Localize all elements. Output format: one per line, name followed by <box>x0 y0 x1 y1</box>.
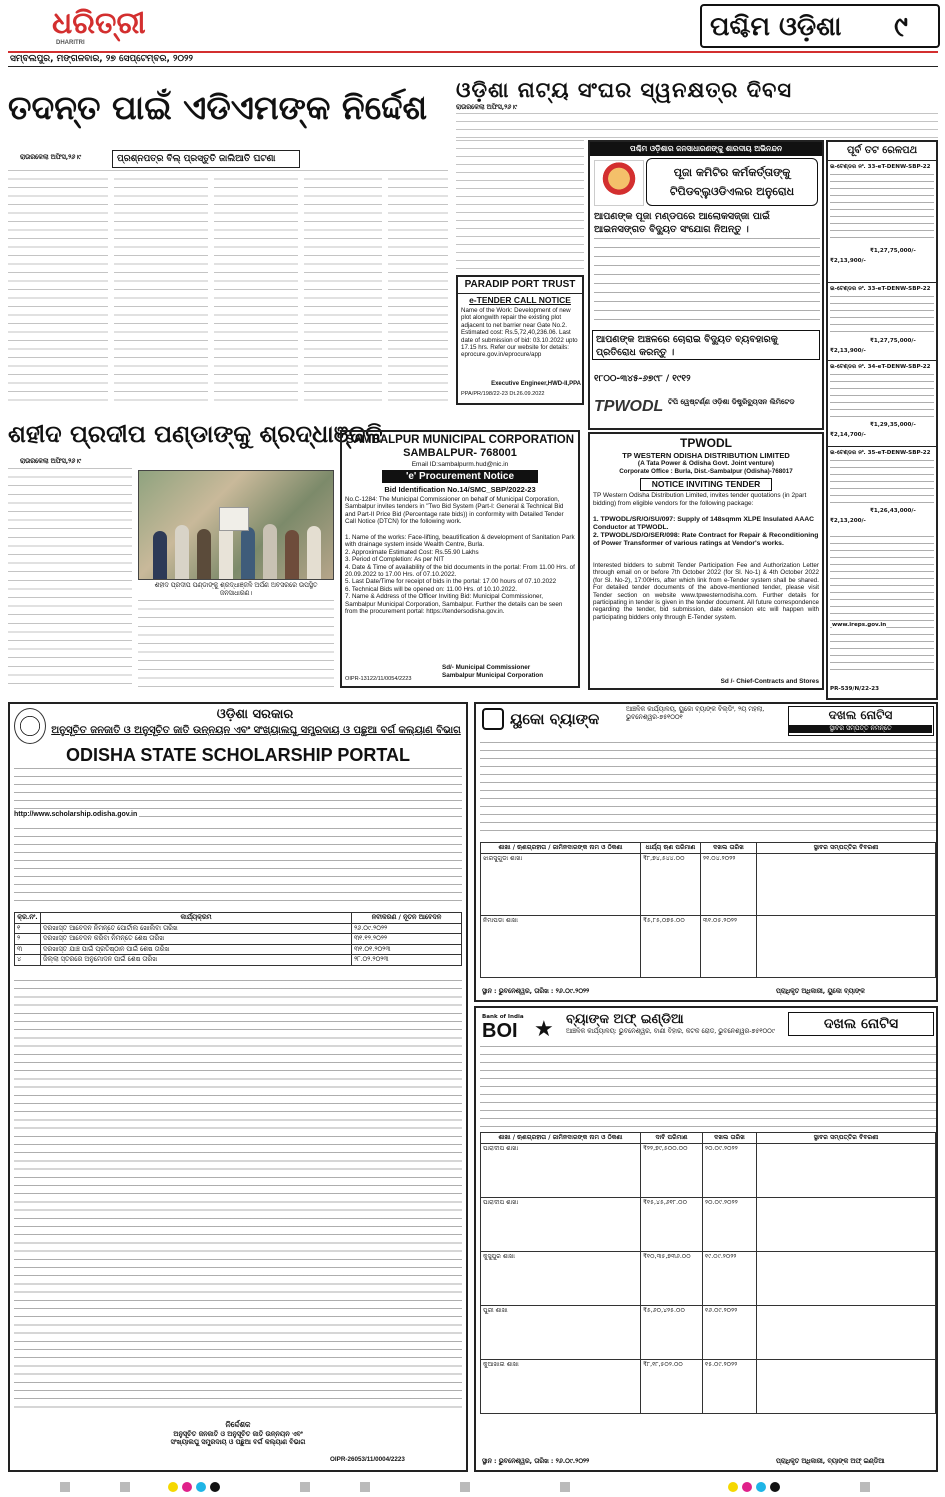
main-subhead: ପ୍ରଶ୍ନପତ୍ର ବିଲ୍ ପ୍ରସ୍ତୁତି ଜାଲିଆତି ଘଟଣା <box>117 154 276 164</box>
railway-tender-block-2 <box>830 286 934 356</box>
table-header: ନବୀକରଣ / ନୂତନ ଆବେଦନ <box>352 913 462 924</box>
table-cell: ୨୦.୦୯.୨୦୨୨ <box>703 1143 757 1197</box>
tpwodl-tender-body: Interested bidders to submit Tender Participation Fee and Authorization Letter through email on or before 7th October 2022 (for Sl. No-1) & 4th October 2022 (for Sl. No-2), 17:00Hrs, after which link from e-Tender system shall be shared. For detailed tender documents of the above-mentioned tender, please visit Tender section on website www.tpwesternodisha.com. Further details for participating in tender is given in the tender document. All future correspondence regarding the tender, bid submission, date extension etc will happen with participating bidders only through E-Tender system. <box>593 562 819 621</box>
dateline: ସମ୍ବଲପୁର, ମଙ୍ଗଳବାର, ୨୭ ସେପ୍ଟେମ୍ବର, ୨୦୨୨ <box>10 54 194 64</box>
tpwodl-logo: TPWODL <box>594 398 664 415</box>
boi-table <box>480 1132 936 1414</box>
table-header: ସ୍ଥାବର ସମ୍ପତ୍ତିର ବିବରଣୀ <box>757 843 936 854</box>
railway-ref: PR-539/N/22-23 <box>830 686 880 692</box>
smc-item: 5. Last Date/Time for receipt of bids in the portal: 17.00 hours of 07.10.2022 <box>345 578 557 586</box>
table-row <box>481 915 936 977</box>
boi-notice: ଦଖଲ ନୋଟିସ <box>788 1012 934 1036</box>
table-cell: ୩୧.୦୫.୨୦୨୨ <box>701 915 757 977</box>
uco-table <box>480 842 936 978</box>
masthead <box>0 0 945 66</box>
natya-dateline: ରାଉରକେଲା ଅଫିସ,୨୬।୯ <box>456 104 518 111</box>
scholarship-dept: ଅନୁସୂଚିତ ଜନଜାତି ଓ ଅନୁସୂଚିତ ଜାତି ଉନ୍ନୟନ ଏବଂ ସଂଖ୍ୟାଲଘୁ ସମ୍ପ୍ରଦାୟ ଓ ପଛୁଆ ବର୍ଗ କଲ୍ୟାଣ ବିଭାଗ <box>51 725 461 736</box>
smc-item: 2. Approximate Estimated Cost: Rs.55.90 Lakhs <box>345 548 479 556</box>
registration-dot-black <box>210 1482 220 1492</box>
table-cell: ନିମାପଡା ଶାଖା <box>481 915 641 977</box>
puja-body1 <box>594 238 820 326</box>
tpwodl-tender-items <box>593 516 819 548</box>
paradip-title: PARADIP PORT TRUST <box>464 279 576 290</box>
railway-body2 <box>830 296 934 336</box>
main-story <box>8 150 448 405</box>
tpwodl-tender-office: Corporate Office : Burla, Dist.-Sambalpur (Odisha)-768017 <box>619 468 793 475</box>
table-cell: ଦରଖାସ୍ତ ଆବେଦନ ନିମନ୍ତେ ପୋର୍ଟାଲ ଖୋଲିବା ତାରିଖ <box>41 923 352 934</box>
table-header: ଶାଖା / ଋଣଗ୍ରହୀତା / ଜାମିନଦାରଙ୍କ ନାମ ଓ ଠିକଣା <box>481 843 641 854</box>
table-cell: ୧୬.୦୯.୨୦୨୨ <box>703 1305 757 1359</box>
table-cell: ₹୮,୭୪,୫୪୪.୦୦ <box>641 853 701 915</box>
main-headline: ତଦନ୍ତ ପାଇଁ ଏଡିଏମଙ୍କ ନିର୍ଦ୍ଦେଶ <box>8 88 428 127</box>
table-cell: ୨୧.୦୪.୨୦୨୨ <box>701 853 757 915</box>
table-cell: ପୁରୀ ଶାଖା <box>481 1305 641 1359</box>
table-header: ଦଖଲ ତାରିଖ <box>703 1133 757 1144</box>
puja-toll-free: ୧୮୦୦-୩୪୫-୬୭୯୮ / ୧୯୧୨ <box>594 374 691 384</box>
scholarship-footer-dept: ଅନୁସୂଚିତ ଜନଜାତି ଓ ଅନୁସୂଚିତ ଜାତି ଉନ୍ନୟନ ଏବଂ ସଂଖ୍ୟାଲଘୁ ସମ୍ପ୍ରଦାୟ ଓ ପଛୁଆ ବର୍ଗ କଲ୍ୟାଣ ବିଭାଗ <box>170 1430 306 1447</box>
table-cell <box>757 853 936 915</box>
railway-cost2: ₹1,27,75,000/- <box>870 338 916 344</box>
table-cell: ଜିଲ୍ଲା ସ୍ତରରେ ଅନୁମୋଦନ ପାଇଁ ଶେଷ ତାରିଖ <box>41 955 352 966</box>
table-cell: ₹୮,୧୮,୫୦୨.୦୦ <box>641 1359 703 1413</box>
railway-general-terms <box>830 536 934 676</box>
uco-bank-ad <box>474 702 938 1002</box>
railway-tender-block <box>830 164 934 284</box>
table-cell: ୧ <box>15 923 41 934</box>
table-row <box>481 1359 936 1413</box>
uco-logo-icon <box>482 708 504 730</box>
table-cell: ୨ <box>15 934 41 945</box>
puja-helpline <box>594 364 820 394</box>
table-header: କାର୍ଯ୍ୟକ୍ରମ <box>41 913 352 924</box>
table-cell: ୩୧.୦୧.୨୦୨୩ <box>352 944 462 955</box>
registration-dot-yellow <box>168 1482 178 1492</box>
scholarship-ref: OIPR-26053/11/0004/2223 <box>330 1456 405 1463</box>
table-row <box>15 944 462 955</box>
smc-items <box>345 534 575 615</box>
railway-tender3: ଇ-ଟେଣ୍ଡର ନଂ. 34-eT-DENW-SBP-22 <box>830 364 931 370</box>
paradip-notice-title: e-TENDER CALL NOTICE <box>469 295 571 305</box>
table-header: ଦାବି ପରିମାଣ <box>641 1133 703 1144</box>
boi-star-icon: ★ <box>534 1017 554 1042</box>
railway-body1 <box>830 174 934 244</box>
section-title: ପଶ୍ଚିମ ଓଡ଼ିଶା <box>710 12 842 42</box>
railway-emd1: ₹2,13,900/- <box>830 258 866 264</box>
paradip-sign: Executive Engineer,HWD-II,PPA <box>491 381 581 387</box>
table-cell: ପାରାଦୀପ ଶାଖା <box>481 1197 641 1251</box>
table-cell: ୧୯.୦୯.୨୦୨୨ <box>703 1251 757 1305</box>
table-cell <box>757 1359 936 1413</box>
tpwodl-tender-ad <box>588 432 824 690</box>
uco-notice: ଦଖଲ ନୋଟିସ <box>828 708 893 722</box>
smc-ad <box>340 430 580 688</box>
table-cell: ୩୧.୧୨.୨୦୨୨ <box>352 934 462 945</box>
table-cell: ଝାରସୁଗୁଡା ଶାଖା <box>481 853 641 915</box>
table-row <box>481 1197 936 1251</box>
scholarship-body-3 <box>14 980 462 1410</box>
smc-item: 6. Technical Bids will be opened on: 11.00 Hrs. of 10.10.2022. <box>345 585 517 593</box>
boi-ad <box>474 1006 938 1472</box>
table-row <box>15 923 462 934</box>
boi-body <box>480 1046 936 1128</box>
registration-dot-magenta <box>182 1482 192 1492</box>
table-cell: ₹୨୨,୭୯,୫୦୦.୦୦ <box>641 1143 703 1197</box>
table-cell: ୨୦.୦୯.୨୦୨୨ <box>703 1197 757 1251</box>
tpwodl-tender-logo: TPWODL <box>680 436 732 450</box>
railway-body3 <box>830 374 934 420</box>
tribute-body-left <box>8 468 132 688</box>
smc-ref: OIPR-13122/11/0054/2223 <box>345 676 412 682</box>
main-dateline: ରାଉରକେଲା ଅଫିସ,୨୬।୯ <box>20 154 82 161</box>
smc-sign1: Sd/- Municipal Commissioner <box>442 664 531 671</box>
registration-dot-cyan <box>196 1482 206 1492</box>
natya-story <box>456 104 938 140</box>
railway-tender-block-4 <box>830 450 934 530</box>
natya-body <box>456 113 938 141</box>
dharitri-logo <box>52 6 172 48</box>
odisha-emblem-icon <box>14 708 46 744</box>
table-cell: କୁଆଖାଇ ଶାଖା <box>481 1359 641 1413</box>
table-cell: ₹୫,୬୦,୪୨୫.୦୦ <box>641 1305 703 1359</box>
table-cell: ୨୮.୦୨.୨୦୨୩ <box>352 955 462 966</box>
smc-email: Email ID:sambalpurm.hud@nic.in <box>411 461 509 468</box>
scholarship-schedule-table <box>14 912 462 966</box>
table-header: କ୍ର.ନଂ. <box>15 913 41 924</box>
smc-sign2: Sambalpur Municipal Corporation <box>442 672 544 679</box>
tpwodl-tender-subtitle: (A Tata Power & Odisha Govt. Joint venture) <box>637 460 775 467</box>
uco-brand: ୟୁକୋ ବ୍ୟାଙ୍କ <box>510 710 600 728</box>
puja-title-box <box>646 158 818 206</box>
puja-footer: ଟିପି ୱେଷ୍ଟର୍ଣ୍ଣ ଓଡ଼ିଶା ଡିଷ୍ଟ୍ରିବ୍ୟୁସନ ଲିମିଟେଡ <box>668 398 795 406</box>
table-cell: ଦରଖାସ୍ତ ଆବେଦନ କରିବା ନିମନ୍ତେ ଶେଷ ତାରିଖ <box>41 934 352 945</box>
table-row <box>481 853 936 915</box>
uco-address: ଆଞ୍ଚଳିକ କାର୍ଯ୍ୟାଳୟ, ୟୁକୋ ବ୍ୟାଙ୍କ ବିଲ୍ଡିଂ, ୨ୟ ମହଲା, ଭୁବନେଶ୍ୱର-୭୫୧୦୦୧ <box>626 706 765 722</box>
table-row <box>481 1143 936 1197</box>
section-title-box <box>700 4 940 48</box>
table-row <box>481 1305 936 1359</box>
logo-text: ଧରିତ୍ରୀ <box>52 6 146 41</box>
smc-title: SAMBALPUR MUNICIPAL CORPORATION <box>345 434 575 446</box>
smc-bid-id: Bid Identification No.14/SMC_SBP/2022-23 <box>384 485 536 494</box>
scholarship-portal: ODISHA STATE SCHOLARSHIP PORTAL <box>65 745 410 765</box>
tpwodl-tender-sign: Sd /- Chief-Contracts and Stores <box>720 678 819 685</box>
table-cell: କୁସୁପୁର ଶାଖା <box>481 1251 641 1305</box>
table-cell: ପାରାଦୀପ ଶାଖା <box>481 1143 641 1197</box>
railway-header: ପୂର୍ବ ତଟ ରେଳପଥ <box>846 145 918 156</box>
puja-line2: ଆପଣଙ୍କ ଅଞ୍ଚଳରେ ଚୋରାଇ ବିଦ୍ୟୁତ ବ୍ୟବହାରକୁ ପ୍ରତିରୋଧ କରନ୍ତୁ । <box>596 334 778 358</box>
uco-place: ସ୍ଥାନ : ଭୁବନେଶ୍ୱର, ତାରିଖ : ୨୬.୦୯.୨୦୨୨ <box>482 988 590 995</box>
puja-ad <box>588 140 824 430</box>
table-cell: ₹୫,୮୫,୦୭୫.୦୦ <box>641 915 701 977</box>
natya-col-left <box>456 140 584 270</box>
boi-logo-en: Bank of India <box>482 1014 524 1020</box>
paradip-ref: PPA/PR/198/22-23 Dt.26.09.2022 <box>461 391 545 397</box>
table-cell: ୧୫.୦୯.୨୦୨୨ <box>703 1359 757 1413</box>
smc-item: 3. Period of Completion: As per NIT <box>345 556 445 564</box>
scholarship-director: ନିର୍ଦ୍ଦେଶକ <box>225 1420 251 1429</box>
table-row <box>15 934 462 945</box>
railway-cost3: ₹1,29,35,000/- <box>870 422 916 428</box>
railway-tender-block-3 <box>830 364 934 444</box>
table-row <box>481 1251 936 1305</box>
railway-website[interactable]: www.ireps.gov.in <box>832 622 887 628</box>
boi-place: ସ୍ଥାନ : ଭୁବନେଶ୍ୱର, ତାରିଖ : ୨୬.୦୯.୨୦୨୨ <box>482 1458 590 1465</box>
table-cell: ₹୧୦,୩୫,୭୩୬.୦୦ <box>641 1251 703 1305</box>
table-cell <box>757 1305 936 1359</box>
railway-ad <box>826 140 938 700</box>
puja-title: ପୂଜା କମିଟିର କର୍ମକର୍ତ୍ତାଙ୍କୁ ଟିପିଡବ୍ଲୁଓଡିଏଲର ଅନୁରୋଧ <box>669 166 795 198</box>
tribute-photo-caption: ଶହୀଦ ପ୍ରଦୀପ ପଣ୍ଡାଙ୍କୁ ଶ୍ରଦ୍ଧାଞ୍ଜଳି ଅର୍ପଣ ଅବସରରେ ଉପସ୍ଥିତ ଜନସାଧାରଣ। <box>154 582 318 598</box>
railway-emd3: ₹2,14,700/- <box>830 432 866 438</box>
table-cell: ₹୧୫,୪୫,୬୧୮.୦୦ <box>641 1197 703 1251</box>
table-cell <box>757 1251 936 1305</box>
smc-intro: No.C-1284: The Municipal Commissioner on behalf of Municipal Corporation, Sambalpur invites tenders in "Two Bid System (Part-I: General & Technical Bid and Part-II Price Bid (Percentage rate bids)) in conformity with Detailed Tender Call Notice (DTCN) for the following work. <box>345 496 564 526</box>
table-cell <box>757 1197 936 1251</box>
natya-headline: ଓଡ଼ିଶା ନାଟ୍ୟ ସଂଘର ସ୍ୱନକ୍ଷତ୍ର ଦିବସ <box>456 78 793 102</box>
puja-line1: ଆପଣଙ୍କ ପୂଜା ମଣ୍ଡପରେ ଆଲୋକସଜ୍ଜା ପାଇଁ ଆଇନସଙ୍ଗତ ବିଦ୍ୟୁତ ସଂଯୋଗ ନିଅନ୍ତୁ । <box>594 211 770 235</box>
tribute-photo <box>138 470 334 580</box>
railway-emd2: ₹2,13,900/- <box>830 348 866 354</box>
uco-notice-box <box>788 706 934 736</box>
scholarship-body-2 <box>14 828 462 908</box>
scholarship-website[interactable]: http://www.scholarship.odisha.gov.in <box>14 811 138 818</box>
table-cell: ୨୬.୦୯.୨୦୨୨ <box>352 923 462 934</box>
boi-logo: BOI <box>482 1020 518 1042</box>
smc-notice-title: 'e' Procurement Notice <box>382 470 538 483</box>
table-header: ଶାଖା / ଋଣଗ୍ରହୀତା / ଜାମିନଦାରଙ୍କ ନାମ ଓ ଠିକଣା <box>481 1133 641 1144</box>
table-cell <box>757 1143 936 1197</box>
railway-emd4: ₹2,13,200/- <box>830 518 866 524</box>
table-cell: ୪ <box>15 955 41 966</box>
main-subhead-box <box>112 150 300 168</box>
scholarship-ad <box>8 702 468 1472</box>
tpwodl-item: 2. TPWODL/SD/O/SER/098: Rate Contract for Repair & Reconditioning of Power Transformer of various ratings at Vendor's works. <box>593 532 819 547</box>
tribute-dateline: ରାଉରକେଲା ଅଫିସ,୨୬।୯ <box>20 458 82 465</box>
puja-banner: ପଶ୍ଚିମ ଓଡ଼ିଶାର ଜନସାଧାରଣଙ୍କୁ ଶାରଦୀୟ ଅଭିନନ୍ଦନ <box>590 142 822 156</box>
tribute-body-right <box>138 600 334 688</box>
page-number: ୯ <box>894 10 908 43</box>
tpwodl-tender-title: TP WESTERN ODISHA DISTRIBUTION LIMITED <box>622 451 790 460</box>
smc-item: 7. Name & Address of the Officer Inviting Bid: Municipal Commissioner, Sambalpur Municipal Corporation, Sambalpur. Further the details can be seen from the procurement portal: https://tendersodisha.gov.in. <box>345 593 563 616</box>
table-header: ସ୍ଥାବର ସମ୍ପତ୍ତିର ବିବରଣୀ <box>757 1133 936 1144</box>
railway-cost1: ₹1,27,75,000/- <box>870 248 916 254</box>
table-header: ଧାର୍ଯ୍ୟ ଋଣ ପରିମାଣ <box>641 843 701 854</box>
logo-subtitle: DHARITRI <box>56 40 85 46</box>
puja-line2-box <box>592 330 820 360</box>
scholarship-govt: ଓଡ଼ିଶା ସରକାର <box>216 707 294 722</box>
railway-tender2: ଇ-ଟେଣ୍ଡର ନଂ. 33-eT-DENW-SBP-22 <box>830 286 931 292</box>
table-cell <box>757 915 936 977</box>
boi-sign: ପ୍ରାଧିକୃତ ଅଧିକାରୀ, ବ୍ୟାଙ୍କ ଅଫ୍ ଇଣ୍ଡିଆ <box>776 1458 885 1465</box>
table-row <box>15 955 462 966</box>
paradip-ad <box>456 275 584 405</box>
tpwodl-tender-notice: NOTICE INVITING TENDER <box>640 478 772 491</box>
tpwodl-tender-intro: TP Western Odisha Distribution Limited, invites tender quotations (in 2part bidding) from eligible vendors for the following package: <box>593 492 807 507</box>
railway-cost4: ₹1,26,43,000/- <box>870 508 916 514</box>
boi-office: ଆଞ୍ଚଳିକ କାର୍ଯ୍ୟାଳୟ: ଭୁବନେଶ୍ୱର, ବାଣୀ ବିହାର, କଟକ ରୋଡ, ଭୁବନେଶ୍ୱର-୭୫୧୦୦୯ <box>566 1028 775 1035</box>
table-header: ଦଖଲ ତାରିଖ <box>701 843 757 854</box>
durga-image <box>594 160 644 206</box>
uco-body <box>480 742 936 838</box>
railway-body4 <box>830 460 934 506</box>
tpwodl-item: 1. TPWODL/SR/O/SU/097: Supply of 148sqmm XLPE Insulated AAAC Conductor at TPWODL. <box>593 516 815 531</box>
smc-city: SAMBALPUR- 768001 <box>403 447 517 459</box>
railway-tender1: ଇ-ଟେଣ୍ଡର ନଂ. 33-eT-DENW-SBP-22 <box>830 164 931 170</box>
uco-sub: ସ୍ଥାବର ସମ୍ପତ୍ତି ନିମନ୍ତେ <box>789 725 932 733</box>
boi-brand: ବ୍ୟାଙ୍କ ଅଫ୍ ଇଣ୍ଡିଆ <box>566 1012 684 1027</box>
table-cell: ୩ <box>15 944 41 955</box>
smc-item: 4. Date & Time of availability of the bid documents in the portal: From 11.00 Hrs. of 20.09.2022 to 17.00 Hrs. of 07.10.2022. <box>345 563 575 579</box>
tribute-headline: ଶହୀଦ ପ୍ରଦୀପ ପଣ୍ଡାଙ୍କୁ ଶ୍ରଦ୍ଧାଞ୍ଜଳି <box>8 420 383 448</box>
uco-sign: ପ୍ରାଧିକୃତ ଅଧିକାରୀ, ୟୁକୋ ବ୍ୟାଙ୍କ <box>776 988 865 995</box>
railway-tender4: ଇ-ଟେଣ୍ଡର ନଂ. 35-eT-DENW-SBP-22 <box>830 450 931 456</box>
paradip-body: Name of the Work: Development of new plot alongwith repair the existing plot adjacent to net barrier near Gate No.2. Estimated cost: Rs.5,72,40,236.06. Last date of submission of bid: 03.10.2022 upto 17.15 hrs. Refer our website for details: eprocure.gov.in/eprocure/app <box>461 307 578 359</box>
smc-item: 1. Name of the works: Face-lifting, beautification & development of Sanitation Park with drainage system inside Wealth Centre, Burla. <box>345 534 575 549</box>
registration-bar <box>0 1478 945 1497</box>
table-cell: ଦରଖାସ୍ତ ଯାଞ୍ଚ ପାଇଁ ପ୍ରତିଷ୍ଠାନ ପାଇଁ ଶେଷ ତାରିଖ <box>41 944 352 955</box>
